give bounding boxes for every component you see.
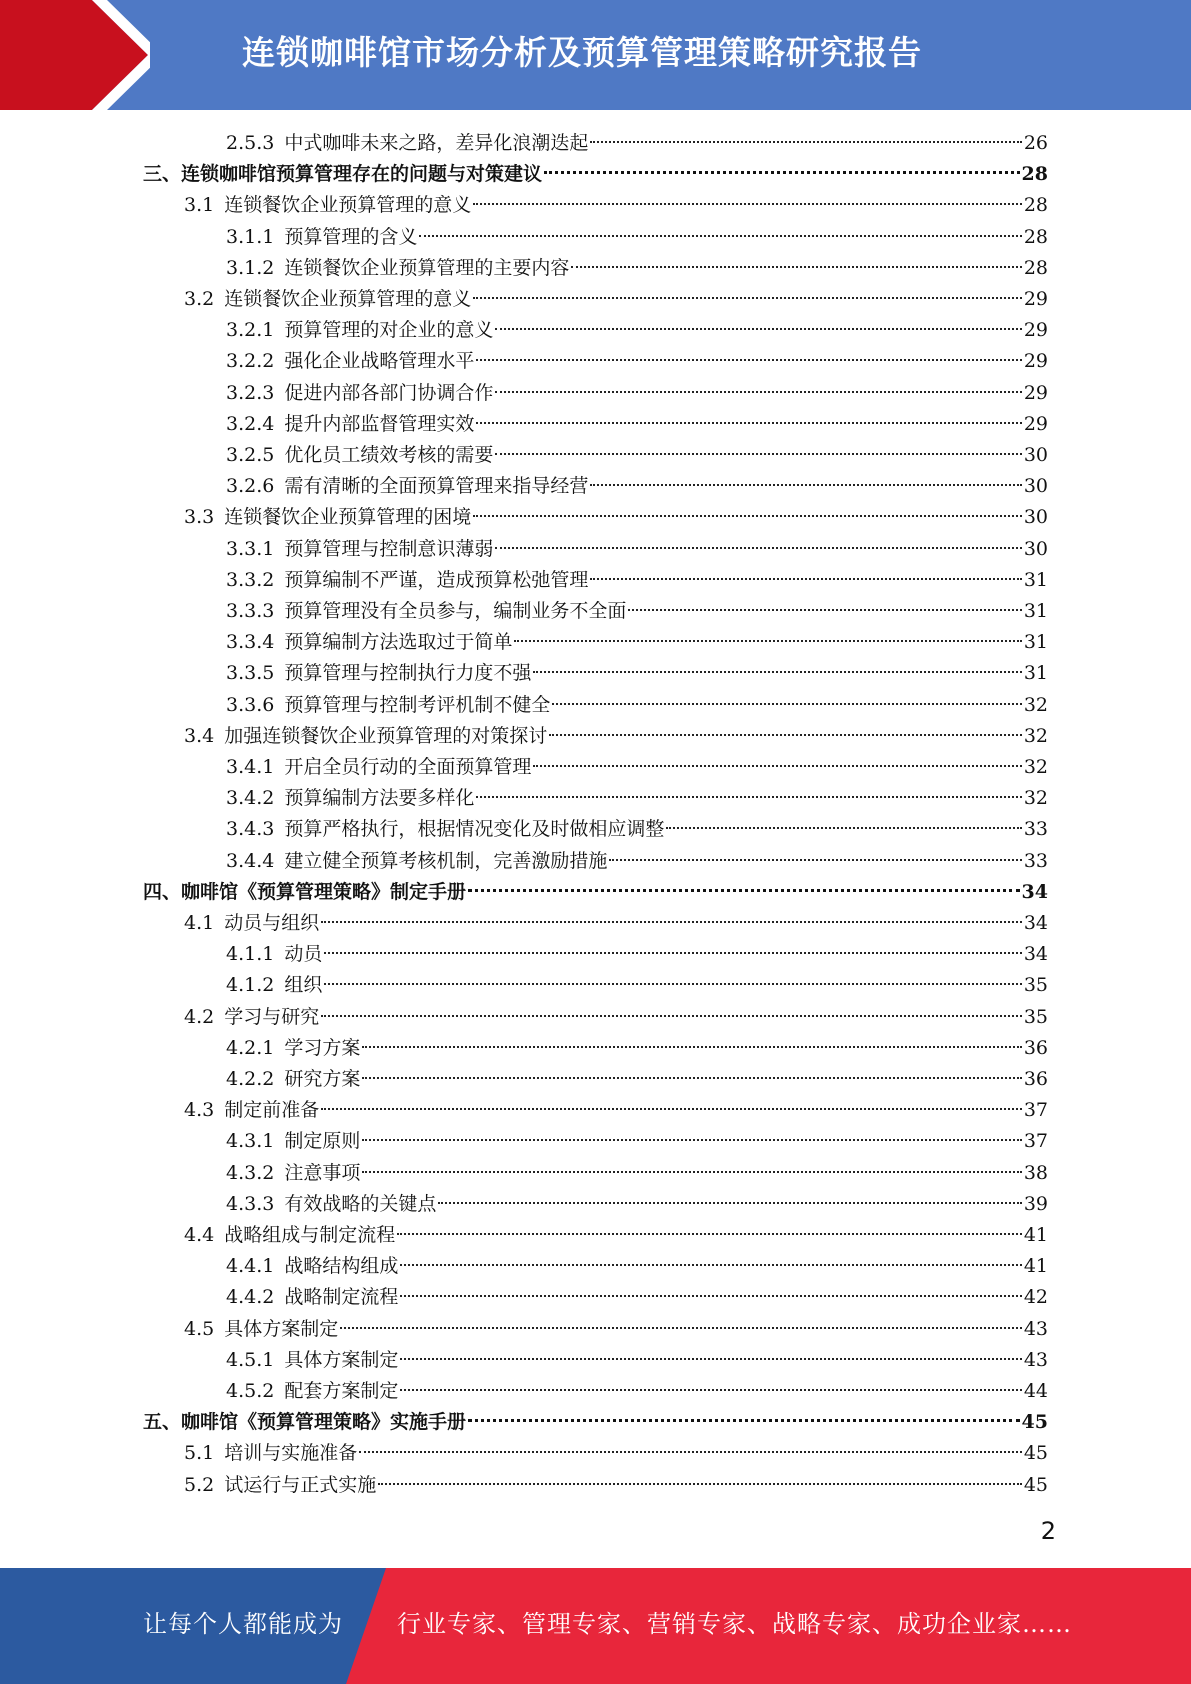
toc-dot-leader <box>438 1202 1021 1204</box>
toc-entry-title: 预算编制方法要多样化 <box>284 787 475 810</box>
toc-entry-page: 30 <box>1023 506 1048 529</box>
toc-dot-leader <box>362 1077 1021 1079</box>
toc-entry-title: 开启全员行动的全面预算管理 <box>284 756 532 778</box>
toc-entry[interactable] <box>226 565 1048 596</box>
toc-dot-leader <box>321 921 1022 923</box>
toc-dot-leader <box>552 703 1021 705</box>
toc-entry-number: 3.3.3 <box>226 600 275 622</box>
toc-entry[interactable] <box>226 939 1048 970</box>
toc-dot-leader <box>533 671 1021 673</box>
toc-dot-leader <box>609 859 1021 861</box>
toc-entry-number: 3.3.6 <box>226 693 275 716</box>
toc-dot-leader <box>324 983 1021 985</box>
toc-entry-number: 3.4.4 <box>226 849 275 872</box>
toc-entry-title: 预算编制不严谨，造成预算松弛管理 <box>284 568 589 591</box>
toc-entry-page: 45 <box>1023 1473 1048 1496</box>
toc-entry[interactable] <box>226 1345 1048 1376</box>
toc-entry-number: 4.2.2 <box>226 1068 275 1090</box>
footer-slogan-right: 行业专家、管理专家、营销专家、战略专家、成功企业家…… <box>397 1610 1072 1638</box>
toc-entry-page: 31 <box>1023 568 1048 591</box>
toc-entry[interactable] <box>143 159 1048 190</box>
toc-entry-number: 4.5.1 <box>226 1348 275 1371</box>
page-footer <box>0 1568 1191 1684</box>
toc-entry-number: 3.3.5 <box>226 662 275 685</box>
toc-entry-number: 4.4.2 <box>226 1286 275 1309</box>
toc-entry-number: 3.4.1 <box>226 756 275 778</box>
toc-entry-page: 29 <box>1023 288 1048 310</box>
toc-entry[interactable] <box>184 502 1048 533</box>
toc-entry-page: 32 <box>1023 693 1048 716</box>
toc-entry[interactable] <box>226 1189 1048 1220</box>
toc-dot-leader <box>533 765 1021 767</box>
toc-entry-page: 33 <box>1023 818 1048 841</box>
toc-entry-number: 3.2.3 <box>226 381 275 404</box>
toc-dot-leader <box>473 297 1022 299</box>
toc-dot-leader <box>495 391 1021 393</box>
toc-entry-page: 35 <box>1023 974 1048 997</box>
toc-entry-page: 31 <box>1023 600 1048 622</box>
toc-entry-title: 提升内部监督管理实效 <box>284 412 475 435</box>
toc-entry-title: 战略结构组成 <box>284 1255 399 1278</box>
toc-entry[interactable] <box>226 1282 1048 1313</box>
toc-entry[interactable] <box>226 315 1048 346</box>
toc-entry[interactable] <box>226 1064 1048 1095</box>
toc-entry-page: 28 <box>1023 225 1048 248</box>
toc-dot-leader <box>362 1046 1021 1048</box>
toc-entry[interactable] <box>226 814 1048 845</box>
page-header <box>0 0 1191 110</box>
toc-dot-leader <box>590 141 1021 143</box>
toc-entry[interactable] <box>226 690 1048 721</box>
toc-entry-title: 预算严格执行，根据情况变化及时做相应调整 <box>284 818 665 841</box>
toc-entry-title: 连锁餐饮企业预算管理的困境 <box>224 506 472 529</box>
toc-entry-number: 3.3.4 <box>226 631 275 654</box>
toc-entry-page: 42 <box>1023 1286 1048 1309</box>
toc-entry-page: 39 <box>1023 1192 1048 1215</box>
toc-entry-page: 30 <box>1023 475 1048 498</box>
toc-entry-page: 34 <box>1023 943 1048 966</box>
toc-entry-page: 30 <box>1023 444 1048 466</box>
toc-dot-leader <box>590 578 1021 580</box>
toc-entry-page: 32 <box>1023 787 1048 810</box>
toc-dot-leader <box>397 1233 1022 1235</box>
toc-dot-leader <box>549 734 1022 736</box>
toc-dot-leader <box>324 952 1021 954</box>
toc-entry-page: 31 <box>1023 631 1048 654</box>
toc-dot-leader <box>544 171 1020 174</box>
toc-entry-title: 动员与组织 <box>224 912 320 934</box>
page-number: 2 <box>1040 1517 1056 1545</box>
toc-entry[interactable] <box>226 128 1048 159</box>
toc-entry[interactable] <box>226 222 1048 253</box>
toc-entry-number: 3.2.1 <box>226 319 275 342</box>
toc-entry-title: 配套方案制定 <box>284 1380 399 1402</box>
toc-entry[interactable] <box>226 1158 1048 1189</box>
toc-entry-number: 4.4.1 <box>226 1255 275 1278</box>
toc-entry-page: 31 <box>1023 662 1048 685</box>
toc-entry-number: 3.1.2 <box>226 256 275 279</box>
toc-entry-title: 战略制定流程 <box>284 1286 399 1309</box>
toc-dot-leader <box>362 1171 1021 1173</box>
toc-entry[interactable] <box>226 346 1048 377</box>
toc-dot-leader <box>400 1358 1021 1360</box>
toc-entry-page: 43 <box>1023 1348 1048 1371</box>
toc-dot-leader <box>476 359 1021 361</box>
toc-dot-leader <box>495 547 1021 549</box>
toc-entry[interactable] <box>184 1095 1048 1126</box>
toc-dot-leader <box>340 1327 1022 1329</box>
toc-dot-leader <box>476 796 1021 798</box>
toc-dot-leader <box>362 1139 1021 1141</box>
toc-entry-page: 29 <box>1023 412 1048 435</box>
toc-entry[interactable] <box>184 1220 1048 1251</box>
toc-entry-title: 培训与实施准备 <box>224 1442 358 1465</box>
toc-entry-page: 37 <box>1023 1130 1048 1153</box>
toc-entry-number: 3.4.2 <box>226 787 275 810</box>
toc-entry-page: 41 <box>1023 1224 1048 1246</box>
toc-dot-leader <box>571 266 1021 268</box>
toc-entry-page: 32 <box>1023 756 1048 778</box>
toc-entry-page: 37 <box>1023 1099 1048 1122</box>
toc-entry[interactable] <box>184 1438 1048 1469</box>
toc-entry-page: 34 <box>1021 880 1048 903</box>
toc-entry-page: 45 <box>1021 1411 1048 1434</box>
toc-dot-leader <box>666 827 1021 829</box>
toc-entry-number: 3.3.2 <box>226 568 275 591</box>
toc-entry-title: 动员 <box>284 943 323 966</box>
toc-dot-leader <box>359 1451 1022 1453</box>
toc-entry-title: 加强连锁餐饮企业预算管理的对策探讨 <box>224 724 548 747</box>
toc-entry-page: 44 <box>1023 1380 1048 1402</box>
toc-entry-number: 4.3 <box>184 1099 215 1122</box>
toc-dot-leader <box>495 328 1021 330</box>
toc-entry[interactable] <box>226 409 1048 440</box>
toc-entry-page: 33 <box>1023 849 1048 872</box>
toc-entry[interactable] <box>226 440 1048 471</box>
toc-entry-number: 3.1 <box>184 194 215 217</box>
toc-entry[interactable] <box>184 1314 1048 1345</box>
toc-entry-page: 45 <box>1023 1442 1048 1465</box>
toc-entry-title: 优化员工绩效考核的需要 <box>284 444 494 466</box>
toc-entry[interactable] <box>184 1002 1048 1033</box>
footer-slogan-left: 让每个人都能成为 <box>143 1610 343 1638</box>
toc-entry-title: 预算管理的对企业的意义 <box>284 319 494 342</box>
toc-entry-number: 4.3.2 <box>226 1161 275 1184</box>
toc-entry-title: 预算管理的含义 <box>284 225 418 248</box>
toc-entry-number: 4.4 <box>184 1224 215 1246</box>
toc-entry[interactable] <box>226 534 1048 565</box>
toc-entry-page: 34 <box>1023 912 1048 934</box>
toc-entry[interactable] <box>184 190 1048 221</box>
toc-entry-title: 五、咖啡馆《预算管理策略》实施手册 <box>143 1411 467 1434</box>
toc-entry-page: 28 <box>1021 163 1048 186</box>
report-title: 连锁咖啡馆市场分析及预算管理策略研究报告 <box>242 33 922 72</box>
toc-entry-title: 试运行与正式实施 <box>224 1473 377 1496</box>
toc-entry-title: 促进内部各部门协调合作 <box>284 381 494 404</box>
toc-entry-title: 学习与研究 <box>224 1005 320 1028</box>
toc-dot-leader <box>321 1108 1022 1110</box>
toc-entry-number: 4.5 <box>184 1317 215 1340</box>
toc-dot-leader <box>473 203 1022 205</box>
toc-dot-leader <box>468 889 1020 892</box>
toc-entry-title: 中式咖啡未来之路，差异化浪潮迭起 <box>284 132 589 154</box>
toc-entry-number: 3.2.2 <box>226 350 275 373</box>
toc-entry-number: 4.2.1 <box>226 1036 275 1059</box>
toc-entry-page: 30 <box>1023 537 1048 560</box>
toc-dot-leader <box>400 1389 1021 1391</box>
toc-entry-number: 4.1 <box>184 912 215 934</box>
toc-entry-title: 三、连锁咖啡馆预算管理存在的问题与对策建议 <box>143 163 543 186</box>
toc-entry-number: 3.2.4 <box>226 412 275 435</box>
toc-dot-leader <box>419 235 1021 237</box>
toc-entry-page: 29 <box>1023 350 1048 373</box>
toc-entry-number: 3.4 <box>184 724 215 747</box>
toc-entry-title: 四、咖啡馆《预算管理策略》制定手册 <box>143 880 467 903</box>
toc-entry-title: 预算管理与控制意识薄弱 <box>284 537 494 560</box>
toc-entry-page: 41 <box>1023 1255 1048 1278</box>
toc-entry-title: 注意事项 <box>284 1161 361 1184</box>
toc-entry-title: 战略组成与制定流程 <box>224 1224 396 1246</box>
toc-entry-title: 组织 <box>284 974 323 997</box>
toc-entry-number: 4.1.1 <box>226 943 275 966</box>
toc-entry-title: 预算管理与控制考评机制不健全 <box>284 693 551 716</box>
toc-entry-number: 2.5.3 <box>226 132 275 154</box>
toc-dot-leader <box>476 422 1021 424</box>
toc-entry-title: 连锁餐饮企业预算管理的意义 <box>224 194 472 217</box>
toc-entry-number: 4.3.1 <box>226 1130 275 1153</box>
toc-entry-page: 43 <box>1023 1317 1048 1340</box>
toc-entry-number: 4.5.2 <box>226 1380 275 1402</box>
toc-entry-title: 研究方案 <box>284 1068 361 1090</box>
toc-entry-title: 具体方案制定 <box>224 1317 339 1340</box>
toc-entry-title: 连锁餐饮企业预算管理的主要内容 <box>284 256 570 279</box>
toc-entry-number: 4.2 <box>184 1005 215 1028</box>
toc-entry[interactable] <box>226 846 1048 877</box>
toc-dot-leader <box>378 1483 1022 1485</box>
toc-entry-number: 3.3 <box>184 506 215 529</box>
toc-entry[interactable] <box>184 721 1048 752</box>
toc-entry-title: 强化企业战略管理水平 <box>284 350 475 373</box>
toc-entry-number: 4.3.3 <box>226 1192 275 1215</box>
toc-entry[interactable] <box>143 877 1048 908</box>
toc-entry-page: 38 <box>1023 1161 1048 1184</box>
toc-entry[interactable] <box>226 752 1048 783</box>
toc-entry-page: 36 <box>1023 1068 1048 1090</box>
toc-entry-number: 5.1 <box>184 1442 215 1465</box>
toc-entry-number: 3.3.1 <box>226 537 275 560</box>
toc-entry-page: 28 <box>1023 194 1048 217</box>
toc-entry-number: 5.2 <box>184 1473 215 1496</box>
toc-entry-number: 3.2 <box>184 288 215 310</box>
toc-entry[interactable] <box>226 658 1048 689</box>
toc-dot-leader <box>400 1295 1021 1297</box>
toc-dot-leader <box>400 1264 1021 1266</box>
toc-entry-title: 连锁餐饮企业预算管理的意义 <box>224 288 472 310</box>
toc-entry-title: 预算管理与控制执行力度不强 <box>284 662 532 685</box>
toc-entry[interactable] <box>226 253 1048 284</box>
toc-entry[interactable] <box>226 627 1048 658</box>
toc-entry-title: 预算编制方法选取过于简单 <box>284 631 513 654</box>
toc-entry[interactable] <box>184 284 1048 315</box>
toc-entry-number: 4.1.2 <box>226 974 275 997</box>
toc-entry-title: 具体方案制定 <box>284 1348 399 1371</box>
toc-entry[interactable] <box>184 1470 1048 1501</box>
toc-entry-page: 32 <box>1023 724 1048 747</box>
toc-entry-page: 26 <box>1023 132 1048 154</box>
toc-entry-title: 需有清晰的全面预算管理来指导经营 <box>284 475 589 498</box>
toc-entry-title: 学习方案 <box>284 1036 361 1059</box>
header-arrow-graphic <box>0 0 150 110</box>
toc-dot-leader <box>473 515 1022 517</box>
toc-entry-title: 预算管理没有全员参与，编制业务不全面 <box>284 600 627 622</box>
toc-entry-number: 3.4.3 <box>226 818 275 841</box>
toc-dot-leader <box>321 1015 1022 1017</box>
toc-entry-title: 制定前准备 <box>224 1099 320 1122</box>
toc-entry-title: 制定原则 <box>284 1130 361 1153</box>
toc-entry[interactable] <box>184 908 1048 939</box>
toc-entry[interactable] <box>226 783 1048 814</box>
toc-dot-leader <box>495 453 1021 455</box>
toc-dot-leader <box>590 484 1021 486</box>
toc-entry-page: 28 <box>1023 256 1048 279</box>
toc-entry-page: 29 <box>1023 381 1048 404</box>
toc-entry[interactable] <box>143 1407 1048 1438</box>
toc-entry[interactable] <box>226 1251 1048 1282</box>
toc-entry-page: 29 <box>1023 319 1048 342</box>
toc-entry-title: 有效战略的关键点 <box>284 1192 437 1215</box>
toc-entry[interactable] <box>226 596 1048 627</box>
toc-entry-number: 3.2.5 <box>226 444 275 466</box>
toc-entry-page: 35 <box>1023 1005 1048 1028</box>
toc-entry[interactable] <box>226 378 1048 409</box>
toc-dot-leader <box>628 609 1021 611</box>
toc-entry[interactable] <box>226 471 1048 502</box>
toc-entry[interactable] <box>226 970 1048 1001</box>
toc-dot-leader <box>514 640 1021 642</box>
toc-entry[interactable] <box>226 1126 1048 1157</box>
toc-entry[interactable] <box>226 1033 1048 1064</box>
toc-dot-leader <box>468 1419 1020 1422</box>
toc-entry-title: 建立健全预算考核机制，完善激励措施 <box>284 849 608 872</box>
toc-entry-number: 3.2.6 <box>226 475 275 498</box>
toc-entry-page: 36 <box>1023 1036 1048 1059</box>
toc-entry[interactable] <box>226 1376 1048 1407</box>
toc-entry-number: 3.1.1 <box>226 225 275 248</box>
